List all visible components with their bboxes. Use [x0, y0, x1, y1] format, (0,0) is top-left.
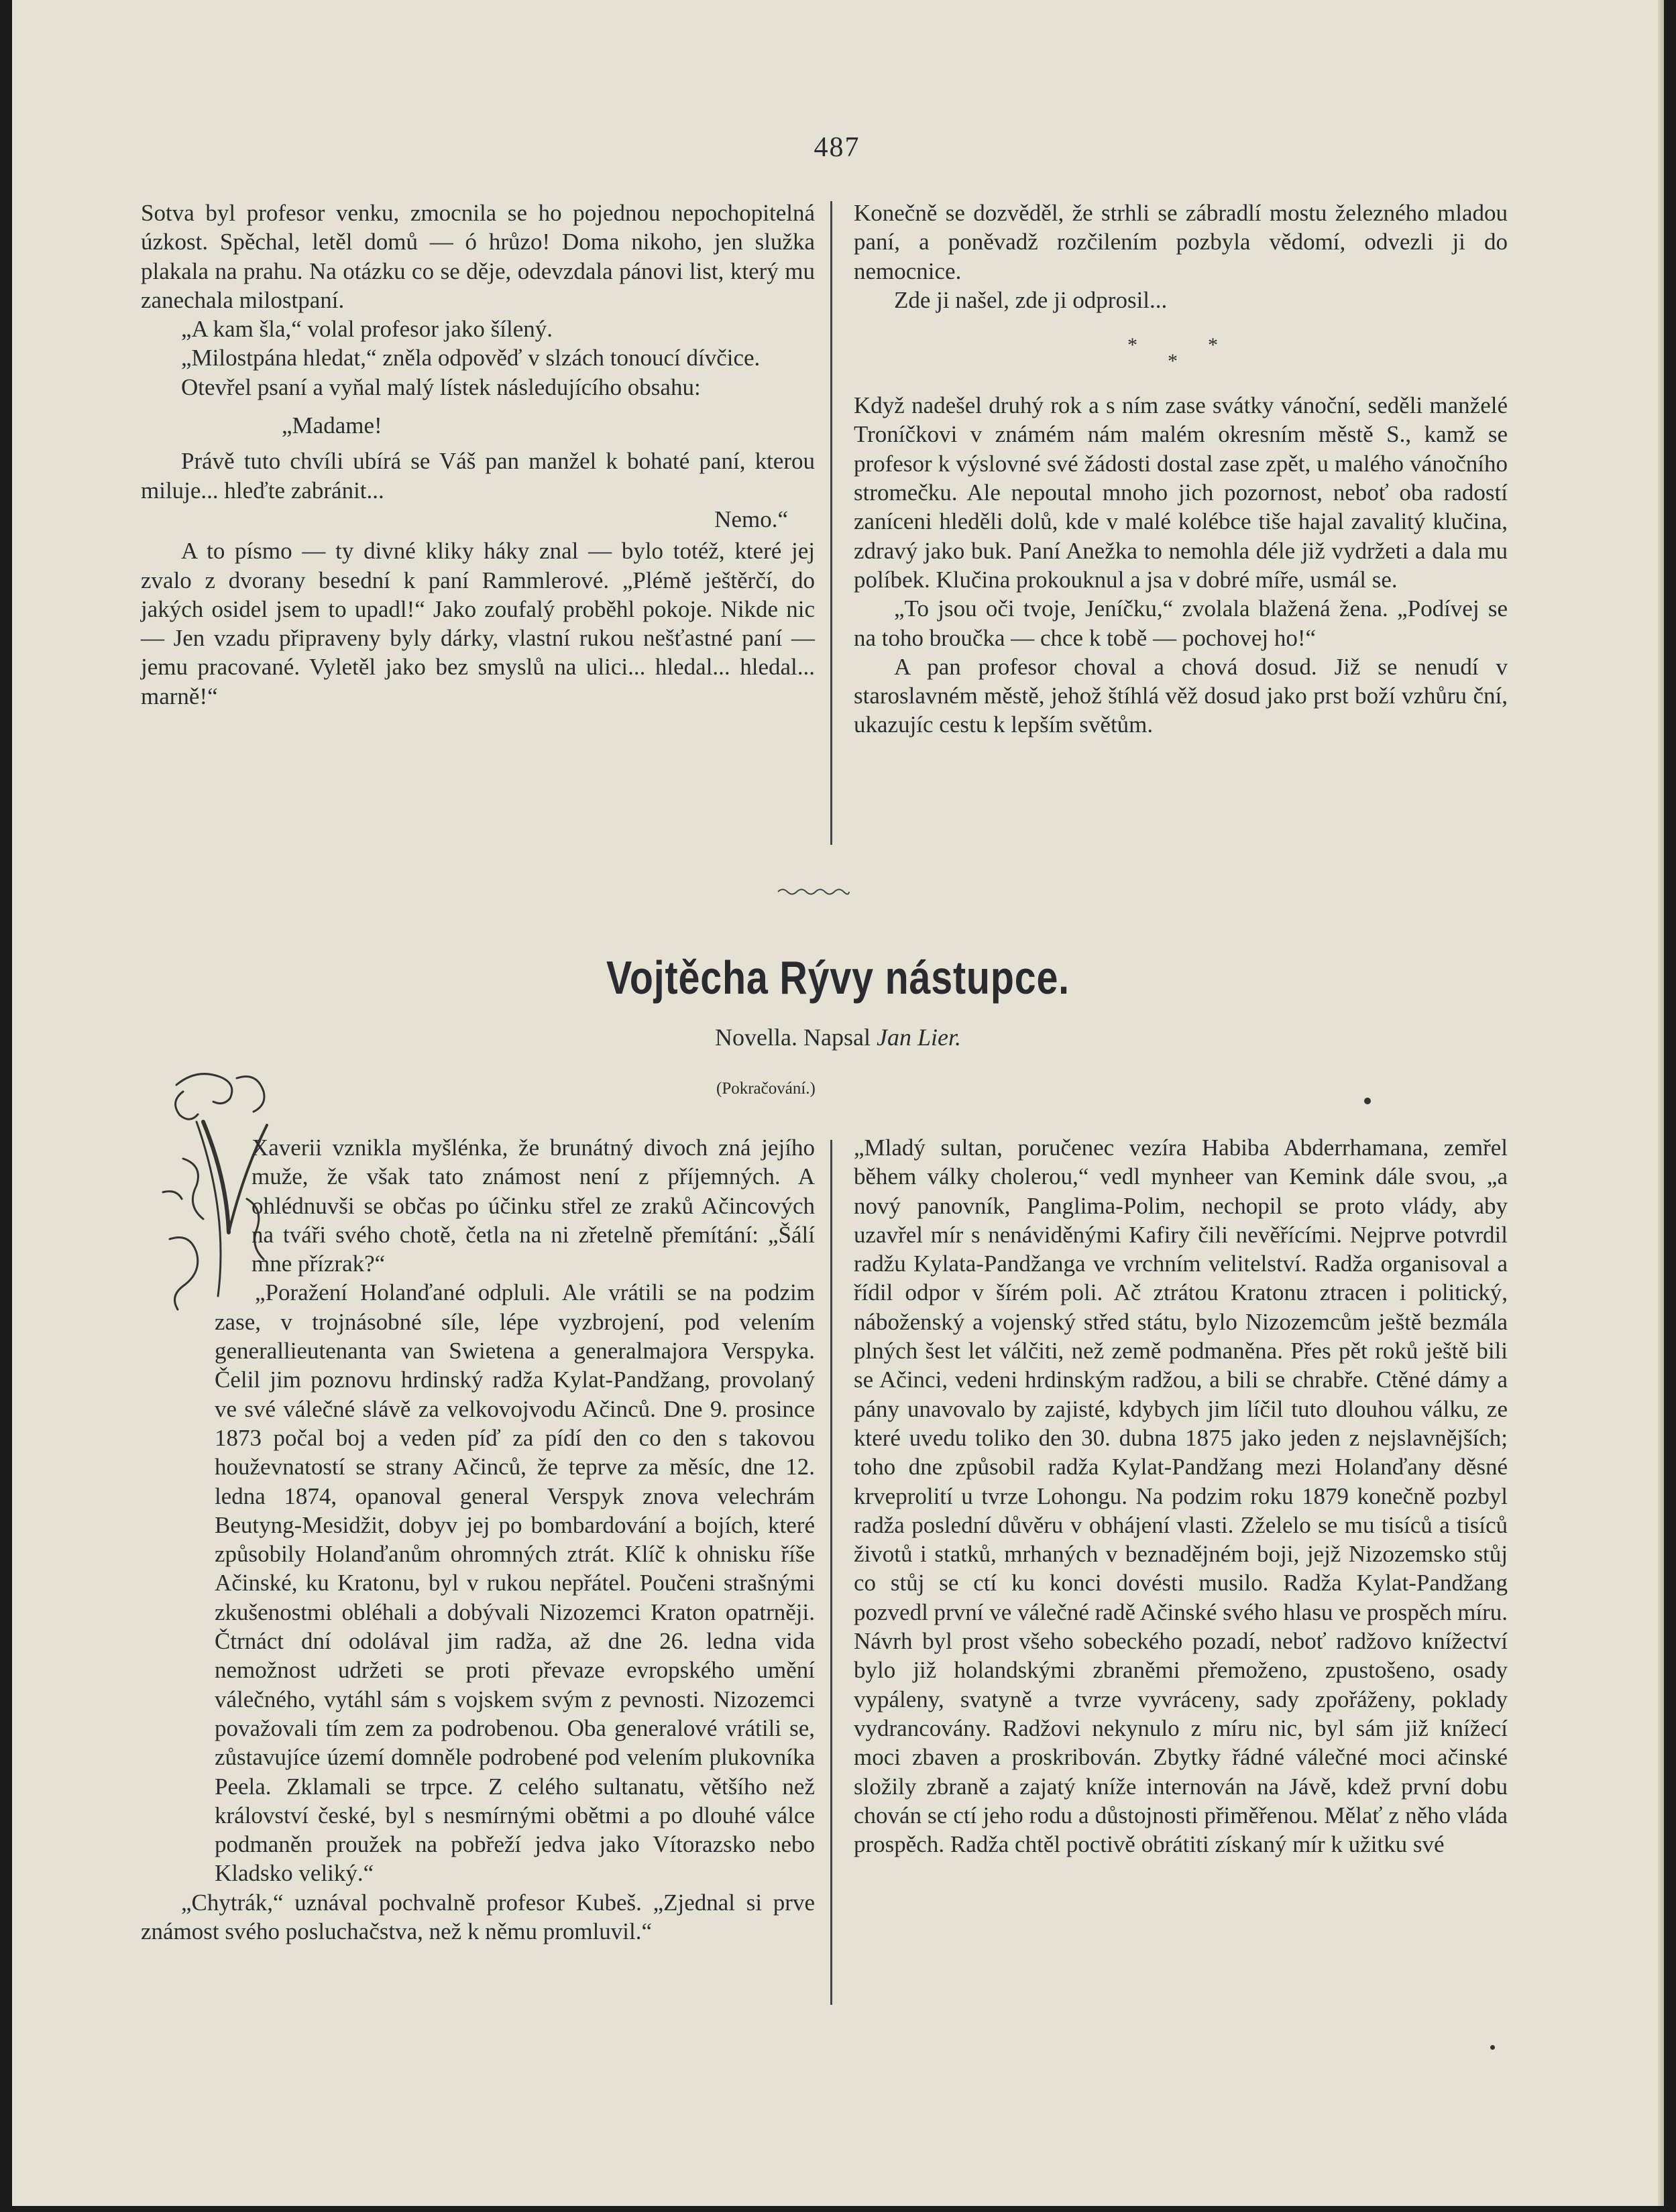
paragraph: „Chytrák,“ uznával pochvalně profesor Kubeš. „Zjednal si prve známost svého posluchačstva, než k němu promluvil.“ — [141, 1889, 815, 1945]
column-rule-top — [830, 201, 832, 845]
letter-signature: Nemo.“ — [714, 506, 788, 532]
paragraph: „Mladý sultan, poručenec vezíra Habiba Abderrhamana, zemřel během války cholerou,“ vedl mynheer van Kemink dále svou, „a nový panovník, Panglima-Polim, nechopil se proto vlády, aby uzavřel mír s nenáviděnými Kafiry čili nevěřícími. Nejprve potvrdil radžu Kylata-Pandžanga ve vrchním velitelství. Radža organisoval a řídil odpor v šírém poli. Ač ztrátou Kratonu ztracen i politický, náboženský a vojenský střed státu, bylo Nizozemcům ještě bezmála plných šest let válčiti, než země podmaněna. Přes pět roků ještě bili se Ačinci, vedeni hrdinským radžou, a bili se chrabře. Ctěné dámy a pány unavovalo by zajisté, kdybych jim líčil tuto dlouhou válku, ze které uvedu toliko den 30. dubna 1875 jako jeden z nejslavnějších; toho dne způsobil radža Kylat-Pandžang mezi Holanďany děsné krveprolití u tvrze Lohongu. Na podzim roku 1879 konečně pozbyl radža poslední důvěru v obhájení vlasti. Zželelo se mu tisíců a tisíců životů i statků, mrhaných v beznadějném boji, jejž Nizozemsko stůj co stůj se ctí ku konci dovésti musilo. Radža Kylat-Pandžang pozvedl první ve válečné radě Ačinské svého hlasu ve prospěch míru. Návrh byl prost všeho sobeckého pozadí, neboť radžovo knížectví bylo již holandskými zbraněmi přemoženo, zpustošeno, osady vypáleny, svatyně a tvrze vyvráceny, sady zpořáženy, poklady vydrancovány. Radžovi nekynulo z míru nic, byl sám již knížecí moci zbaven a proskribován. Zbytky řádné válečné moci ačinské složily zbraně a zajatý kníže internován na Jávě, kdež první dobu chován se ctí jeho rodu a důstojnosti přiměřenou. Mělať z něho vláda prospěch. Radža chtěl poctivě obrátiti získaný mír k užitku své — [854, 1134, 1508, 1858]
letter-salutation: „Madame! — [282, 412, 382, 439]
top-left-column — [141, 198, 815, 711]
print-speck — [1490, 2045, 1495, 2050]
byline-prefix: Novella. Napsal — [715, 1024, 871, 1051]
paragraph: „To jsou oči tvoje, Jeníčku,“ zvolala blažená žena. „Podívej se na toho broučka — chce k tobě — pochovej ho!“ — [854, 595, 1508, 651]
star: * — [1127, 334, 1137, 357]
letter-body: Právě tuto chvíli ubírá se Váš pan manžel k bohaté paní, kterou miluje... hleďte zabránit... — [141, 448, 815, 504]
paragraph: Sotva byl profesor venku, zmocnila se ho pojednou nepochopitelná úzkost. Spěchal, letěl domů — ó hrůzo! Doma nikoho, jen služka plakala na prahu. Na otázku co se děje, odevzdala pánovi list, který mu zanechala milostpaní. — [141, 200, 815, 313]
paragraph: „A kam šla,“ volal profesor jako šílený. — [181, 316, 553, 343]
paragraph: „Milostpána hledat,“ zněla odpověď v slzách tonoucí dívčice. — [181, 345, 761, 371]
bottom-right-column — [854, 1133, 1508, 1859]
wave-divider — [777, 886, 850, 896]
top-right-column — [854, 198, 1508, 740]
paragraph: Konečně se dozvěděl, že strhli se zábradlí mostu železného mladou paní, a poněvadž rozčilením pozbyla vědomí, odvezli ji do nemocnice. — [854, 200, 1508, 284]
article-title: Vojtěcha Rývy nástupce. — [606, 951, 1070, 1004]
paragraph: Zde ji našel, zde ji odprosil... — [894, 286, 1168, 313]
continued-note: (Pokračování.) — [716, 1080, 816, 1098]
paragraph: Když nadešel druhý rok a s ním zase svátky vánoční, seděli manželé Troníčkovi v známém nám malém okresním městě S., kamž se profesor k výslovné své žádosti dostal zase zpět, u malého vánočního stromečku. Ale nepoutal mnoho jich pozornost, neboť oba radostí zaníceni hleděli dolů, kde v malé kolébce tiše hajal zavalitý klučina, zdravý jako buk. Paní Anežka to nemohla déle již vydržeti a dala mu políbek. Klučina prokouknul a jsa v dobré míře, usmál se. — [854, 392, 1508, 593]
star: * — [1168, 350, 1178, 373]
article-byline — [12, 1023, 1664, 1051]
paragraph: A to písmo — ty divné kliky háky znal — bylo totéž, které jej zvalo z dvorany besední k paní Rammlerové. „Plémě ještěrčí, do jakých osidel jsem to upadl!“ Jako zoufalý proběhl pokoje. Nikde nic — Jen vzadu připraveny byly dárky, vlastní rukou nešťastné paní — jemu pracované. Vyletěl jako bez smyslů na ulici... hledal... hledal... marně!“ — [141, 538, 815, 709]
star: * — [1208, 334, 1218, 357]
paragraph: Xaverii vznikla myšlénka, že brunátný divoch zná jejího muže, že však tato známost není z příjemných. A ohlédnuvši se občas po účinku střel ze zraků Ačincových na tváři svého chotě, četla na ni zřetelně přemítání: „Šálí mne přízrak?“ — [252, 1134, 815, 1277]
bottom-left-column — [141, 1133, 815, 1946]
author-name: Jan Lier. — [876, 1024, 961, 1051]
paragraph: „Poražení Holanďané odpluli. Ale vrátili se na podzim zase, v trojnásobné síle, lépe vyzbrojení, pod velením generallieutenanta van Swietena a generalmajora Verspyka. Čelil jim poznovu hrdinský radža Kylat-Pandžang, provolaný ve své válečné slávě za velkovojvodu Ačinců. Dne 9. prosince 1873 počal boj a veden píď za pídí den co den s takovou houževnatostí se strany Ačinců, že teprve za měsíc, dne 12. ledna 1874, opanoval general Verspyk znova velechrám Beutyng-Mesidžit, dobyv jej po bombardování a bojích, které způsobily Holanďanům ohromných ztrát. Klíč k ohnisku říše Ačinské, ku Kratonu, byl v rukou nepřátel. Poučeni strašnými zkušenostmi obléhali a dobývali Nizozemci Kraton opatrněji. Čtrnáct dní odolával jim radža, až dne 26. ledna vida nemožnost udržeti se proti převaze evropského umění válečného, vytáhl sám s vojskem svým z pevnosti. Nizozemci považovali tím zem za podrobenou. Oba generalové vrátili se, zůstavujíce území domněle podrobené pod velením plukovníka Peela. Zklamali se trpce. Z celého sultanatu, většího než království české, byl s nesmírnými obětmi a po dlouhé válce podmaněn proužek na pobřeží jedva jako Vítorazsko nebo Kladsko veliký.“ — [215, 1279, 815, 1887]
paragraph: A pan profesor choval a chová dosud. Již se nenudí v staroslavném městě, jehož štíhlá věž dosud jako prst boží vzhůru ční, ukazujíc cestu k lepším světům. — [854, 653, 1508, 738]
section-break-stars — [854, 323, 1508, 383]
print-speck — [1364, 1098, 1371, 1104]
page — [12, 0, 1664, 2206]
scan-edge — [1658, 0, 1664, 2206]
paragraph: Otevřel psaní a vyňal malý lístek následujícího obsahu: — [181, 373, 701, 400]
page-number: 487 — [814, 132, 860, 163]
column-rule-bottom — [830, 1140, 832, 2005]
